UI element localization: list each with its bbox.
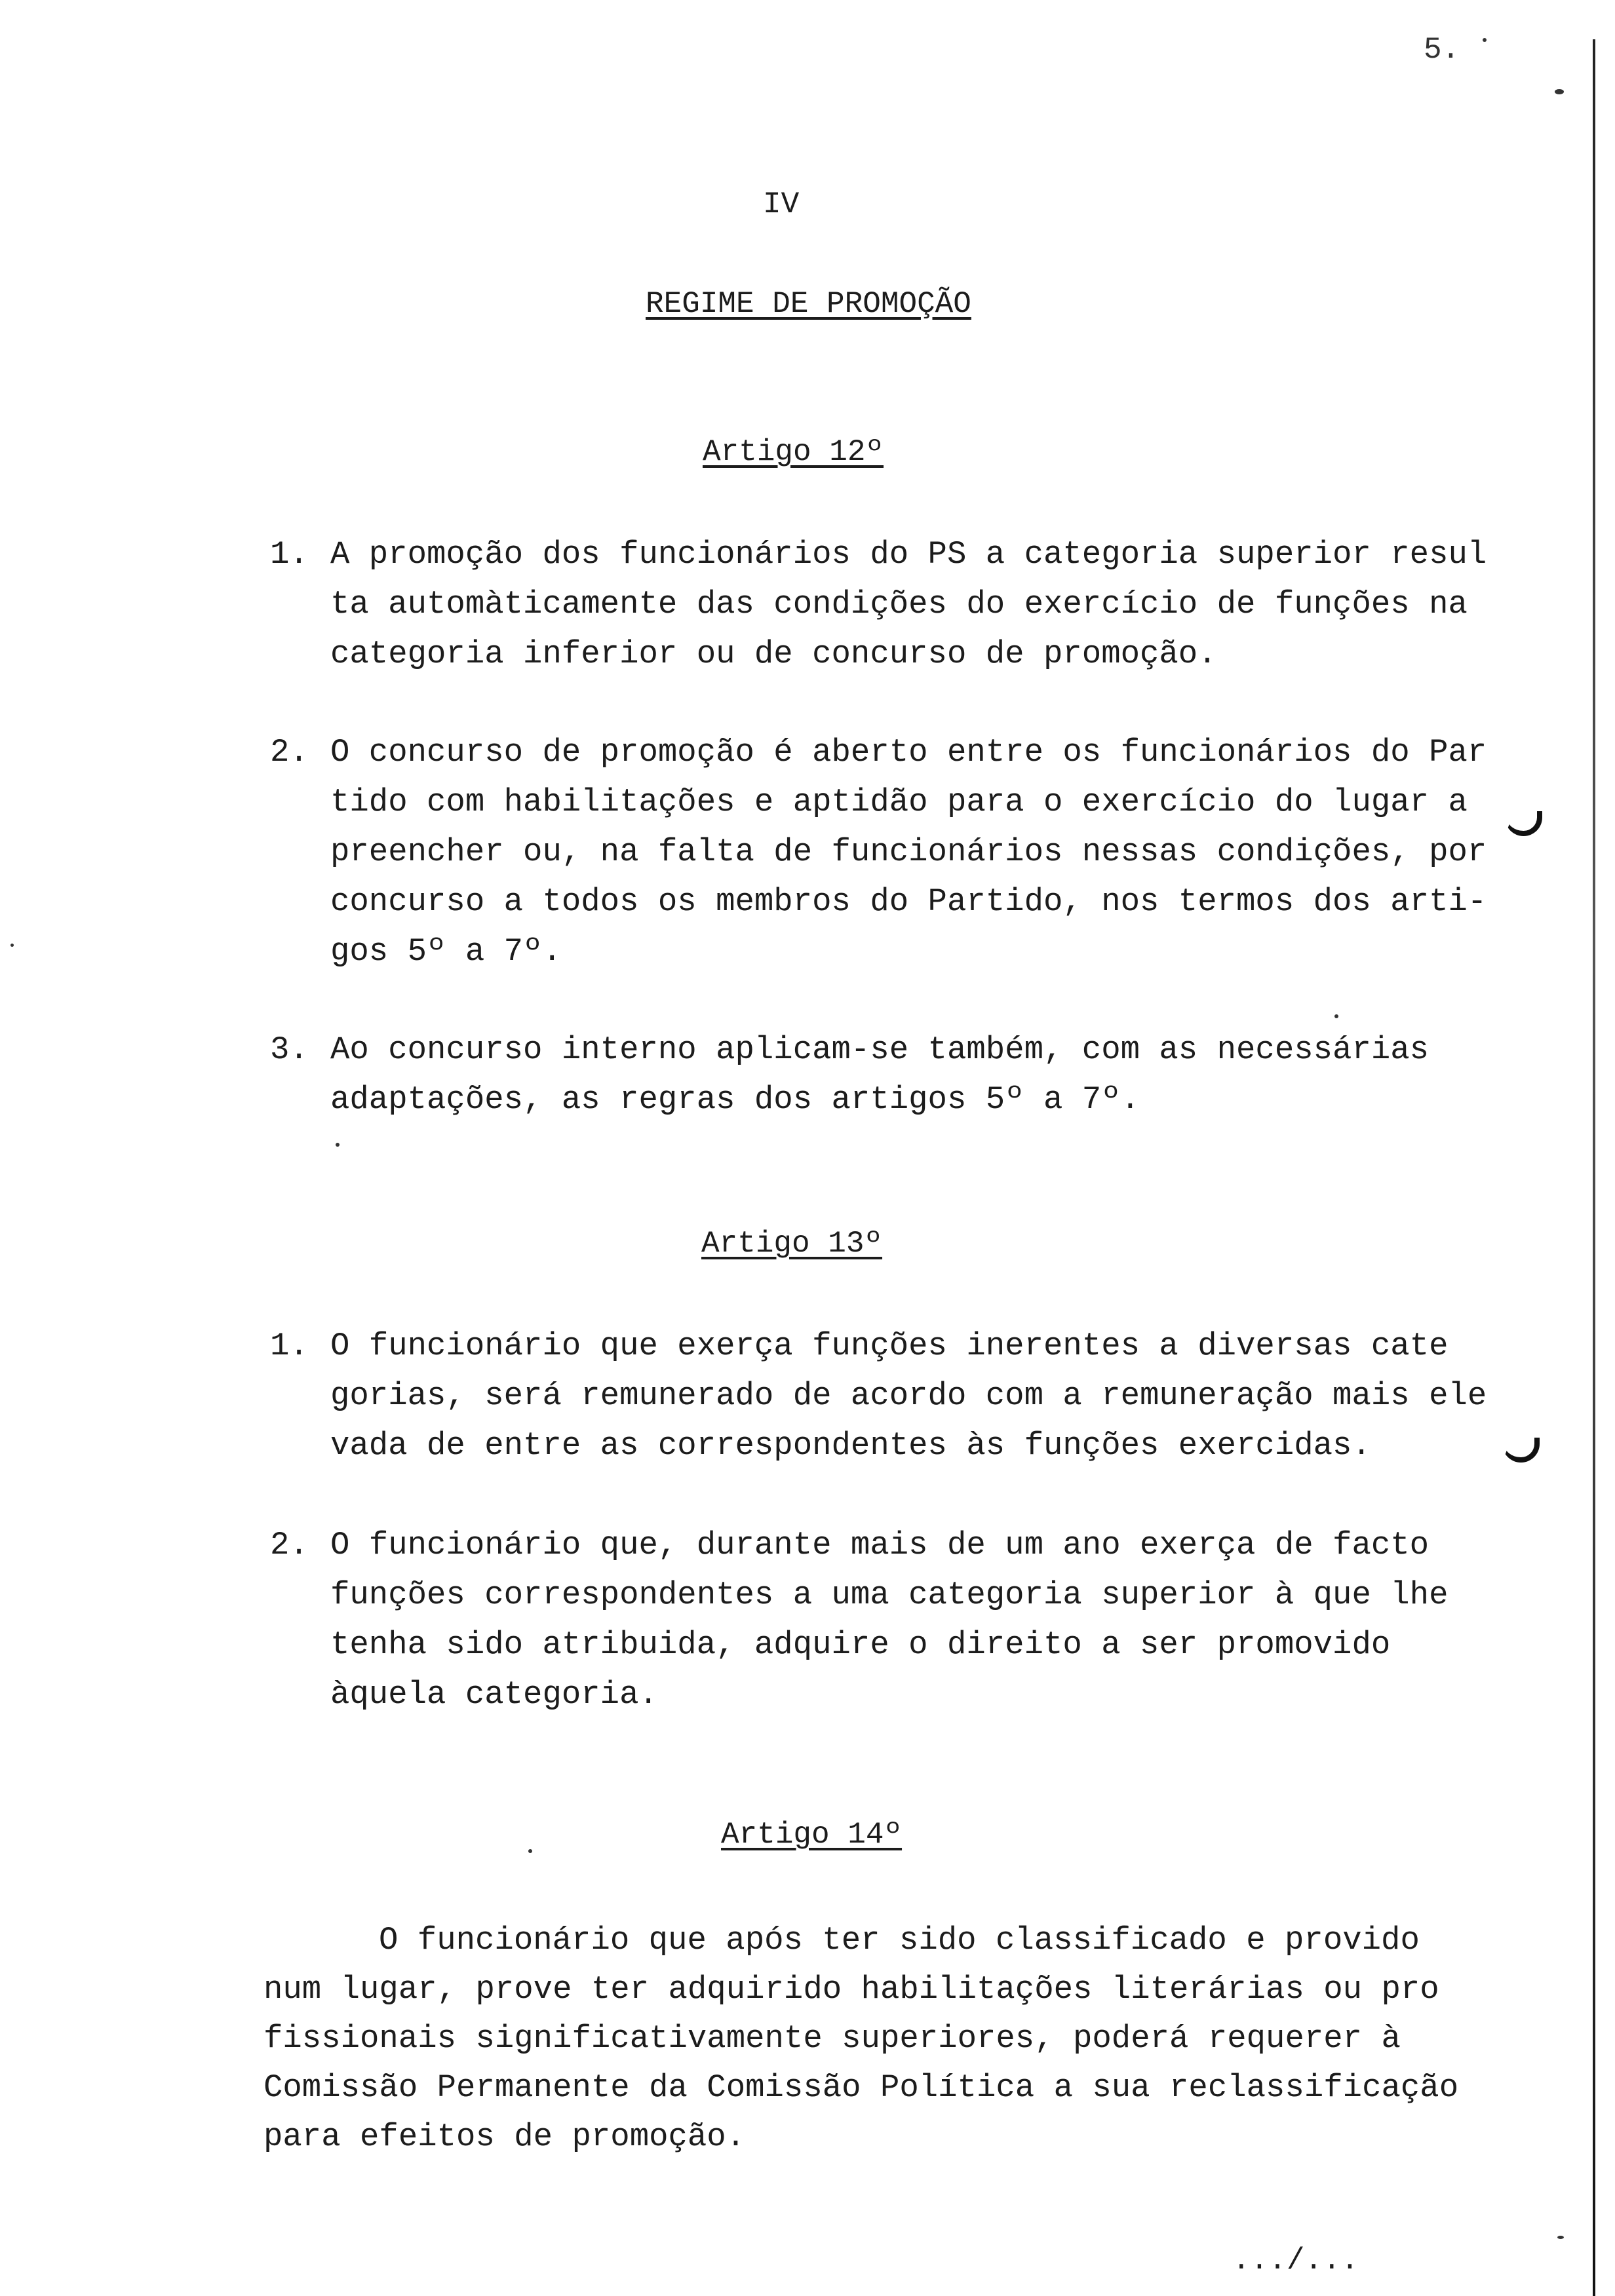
scan-speck [1483,38,1487,42]
scan-speck [10,944,14,947]
section-title: REGIME DE PROMOÇÃO [646,287,971,321]
paragraph-line: Comissão Permanente da Comissão Política a sua reclassificação [263,2069,1459,2106]
item-line: tenha sido atribuida, adquire o direito a ser promovido [330,1626,1391,1663]
article-12-item-2 [270,727,1548,976]
item-number: 3. [270,1031,309,1068]
item-line: gos 5º a 7º. [330,933,562,970]
paragraph-line: O funcionário que após ter sido classificado e provido [379,1922,1420,1959]
scan-speck [528,1849,532,1853]
article-12-item-3 [270,1025,1548,1124]
item-line: O funcionário que exerça funções inerentes a diversas cate [330,1328,1449,1364]
item-line: gorias, será remunerado de acordo com a remuneração mais ele [330,1377,1487,1414]
item-number: 1. [270,536,309,573]
item-line: O concurso de promoção é aberto entre os funcionários do Par [330,734,1487,771]
item-line: O funcionário que, durante mais de um ano exerça de facto [330,1527,1430,1563]
section-numeral: IV [763,187,800,221]
scan-speck [336,1143,340,1147]
article-14-paragraph [263,1916,1548,2162]
paragraph-line: para efeitos de promoção. [263,2118,746,2155]
scan-speck [1334,1014,1338,1018]
article-13-item-1 [270,1321,1548,1470]
article-14-heading: Artigo 14º [721,1818,903,1852]
item-line: àquela categoria. [330,1676,658,1713]
item-line: A promoção dos funcionários do PS a categoria superior resul [330,536,1487,573]
item-line: Ao concurso interno aplicam-se também, com as necessárias [330,1031,1430,1068]
item-number: 1. [270,1328,309,1364]
scan-edge-line [1593,39,1595,2296]
item-line: concurso a todos os membros do Partido, nos termos dos arti- [330,883,1487,920]
item-line: adaptações, as regras dos artigos 5º a 7º. [330,1081,1140,1118]
item-line: categoria inferior ou de concurso de promoção. [330,636,1217,672]
article-13-item-2 [270,1520,1548,1719]
paragraph-line: num lugar, prove ter adquirido habilitações literárias ou pro [263,1971,1439,2008]
scan-speck [1555,89,1564,94]
item-line: ta automàticamente das condições do exercício de funções na [330,586,1468,622]
item-number: 2. [270,734,309,771]
item-number: 2. [270,1527,309,1563]
continuation-marker: .../... [1232,2244,1359,2278]
page-number: 5. [1424,33,1460,67]
paragraph-line: fissionais significativamente superiores, poderá requerer à [263,2020,1401,2057]
item-line: funções correspondentes a uma categoria superior à que lhe [330,1577,1449,1613]
article-12-heading: Artigo 12º [703,435,884,469]
item-line: tido com habilitações e aptidão para o exercício do lugar a [330,784,1468,820]
item-line: vada de entre as correspondentes às funções exercidas. [330,1427,1371,1464]
article-13-heading: Artigo 13º [701,1227,883,1261]
item-line: preencher ou, na falta de funcionários nessas condições, por [330,833,1487,870]
scan-speck [1557,2236,1564,2239]
article-12-item-1 [270,529,1548,679]
